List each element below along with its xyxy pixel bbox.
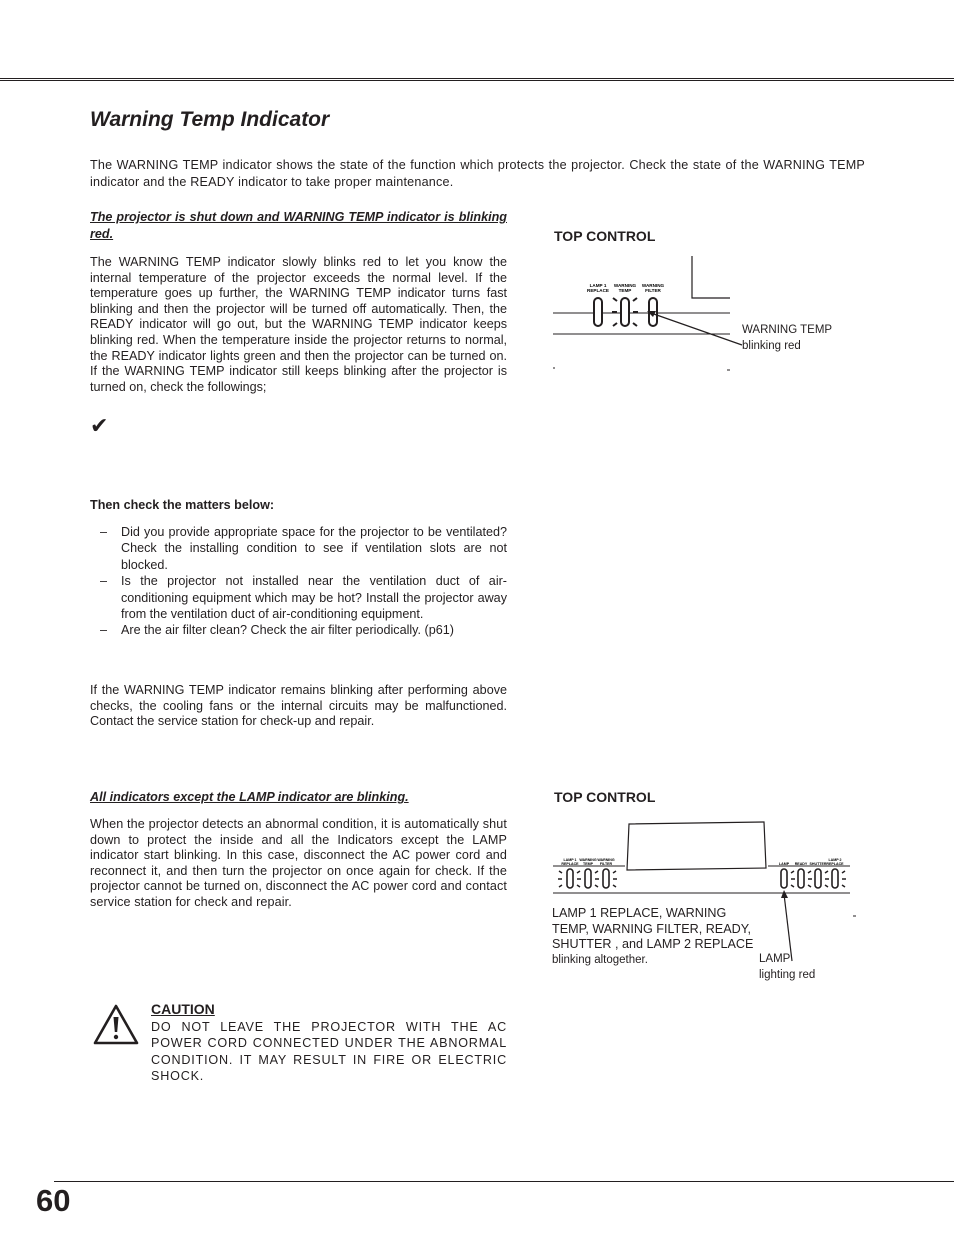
figure1-callout: WARNING TEMP blinking red: [742, 324, 833, 352]
top-control-diagram-1: [550, 250, 850, 375]
svg-text:LAMP 2: LAMP 2: [828, 858, 842, 862]
svg-text:SHUTTER: SHUTTER: [809, 862, 827, 866]
intro-paragraph: The WARNING TEMP indicator shows the state of the function which protects the projector. Check the state of the WARNING TEMP indicator and the READY indicator to take proper maintenance.: [90, 158, 865, 189]
section1-closing: If the WARNING TEMP indicator remains blinking after performing above checks, the cooling fans or the internal circuits may be malfunctioned. Contact the service station for check-up and repair.: [90, 683, 507, 729]
list-item: – Are the air filter clean? Check the air filter periodically. (p61): [100, 623, 454, 638]
svg-text:REPLACE: REPLACE: [561, 862, 579, 866]
section2-body: When the projector detects an abnormal condition, it is automatically shut down to protect the inside and all the Indicators except the LAMP indicator start blinking. In this case, disconnect the AC power cord and reconnect it, and then turn the projector on once again for check. If the projector cannot be turned on, disconnect the AC power cord and contact service station for check and repair.: [90, 817, 507, 909]
svg-text:WARNING: WARNING: [641, 283, 665, 288]
page-number: 60: [36, 1183, 71, 1218]
svg-text:WARNING: WARNING: [579, 858, 597, 862]
figure2-label: TOP CONTROL: [554, 789, 656, 805]
svg-text:LAMP 1: LAMP 1: [589, 283, 607, 288]
svg-text:LAMP 1: LAMP 1: [563, 858, 577, 862]
svg-text:TEMP: TEMP: [618, 288, 632, 293]
svg-text:REPLACE: REPLACE: [826, 862, 844, 866]
warning-triangle-icon: [92, 1003, 140, 1047]
svg-text:READY: READY: [794, 862, 808, 866]
section1-heading: The projector is shut down and WARNING TEMP indicator is blinking red.: [90, 210, 507, 241]
list-item: – Is the projector not installed near the ventilation duct of air-conditioning equipment which may be hot? Install the projector away from the ventilation duct of air-conditioning equipment.: [100, 574, 507, 622]
caution-title: CAUTION: [151, 1001, 215, 1017]
figure2-callout-b: LAMP lighting red: [759, 953, 816, 981]
svg-text:WARNING: WARNING: [613, 283, 637, 288]
svg-text:TEMP: TEMP: [583, 862, 593, 866]
svg-text:WARNING: WARNING: [597, 858, 615, 862]
check-list-heading: Then check the matters below:: [90, 498, 275, 512]
footer-rule: [54, 1181, 954, 1182]
svg-text:FILTER: FILTER: [599, 862, 613, 866]
page-title: Warning Temp Indicator: [90, 108, 330, 131]
svg-text:FILTER: FILTER: [645, 288, 661, 293]
svg-text:LAMP: LAMP: [778, 862, 790, 866]
svg-text:REPLACE: REPLACE: [587, 288, 609, 293]
check-list: [90, 524, 507, 639]
section2-heading: All indicators except the LAMP indicator are blinking.: [90, 790, 409, 804]
caution-text: DO NOT LEAVE THE PROJECTOR WITH THE AC POWER CORD CONNECTED UNDER THE ABNORMAL CONDITION. IT MAY RESULT IN FIRE OR ELECTRIC SHOCK.: [151, 1020, 507, 1083]
figure2-callout-a: LAMP 1 REPLACE, WARNING TEMP, WARNING FILTER, READY, SHUTTER , and LAMP 2 REPLACE blinking altogether.: [552, 906, 754, 966]
figure1-label: TOP CONTROL: [554, 228, 656, 244]
check-mark-icon: ✔: [90, 413, 109, 438]
list-item: – Did you provide appropriate space for the projector to be ventilated? Check the installing condition to see if ventilation slots are not blocked.: [100, 525, 507, 572]
header-rule: [0, 78, 954, 81]
section1-body: The WARNING TEMP indicator slowly blinks red to let you know the internal temperature of the projector exceeds the normal level. If the temperature goes up further, the WARNING TEMP indicator turns fast blinking and then the projector will be turned off automatically. Then, the READY indicator will go out, but the WARNING TEMP indicator keeps blinking red. When the temperature inside the projector returns to normal, the READY indicator lights green and then the projector can be turned on. If the WARNING TEMP indicator still keeps blinking after the projector is turned on, check the followings;: [90, 255, 507, 394]
